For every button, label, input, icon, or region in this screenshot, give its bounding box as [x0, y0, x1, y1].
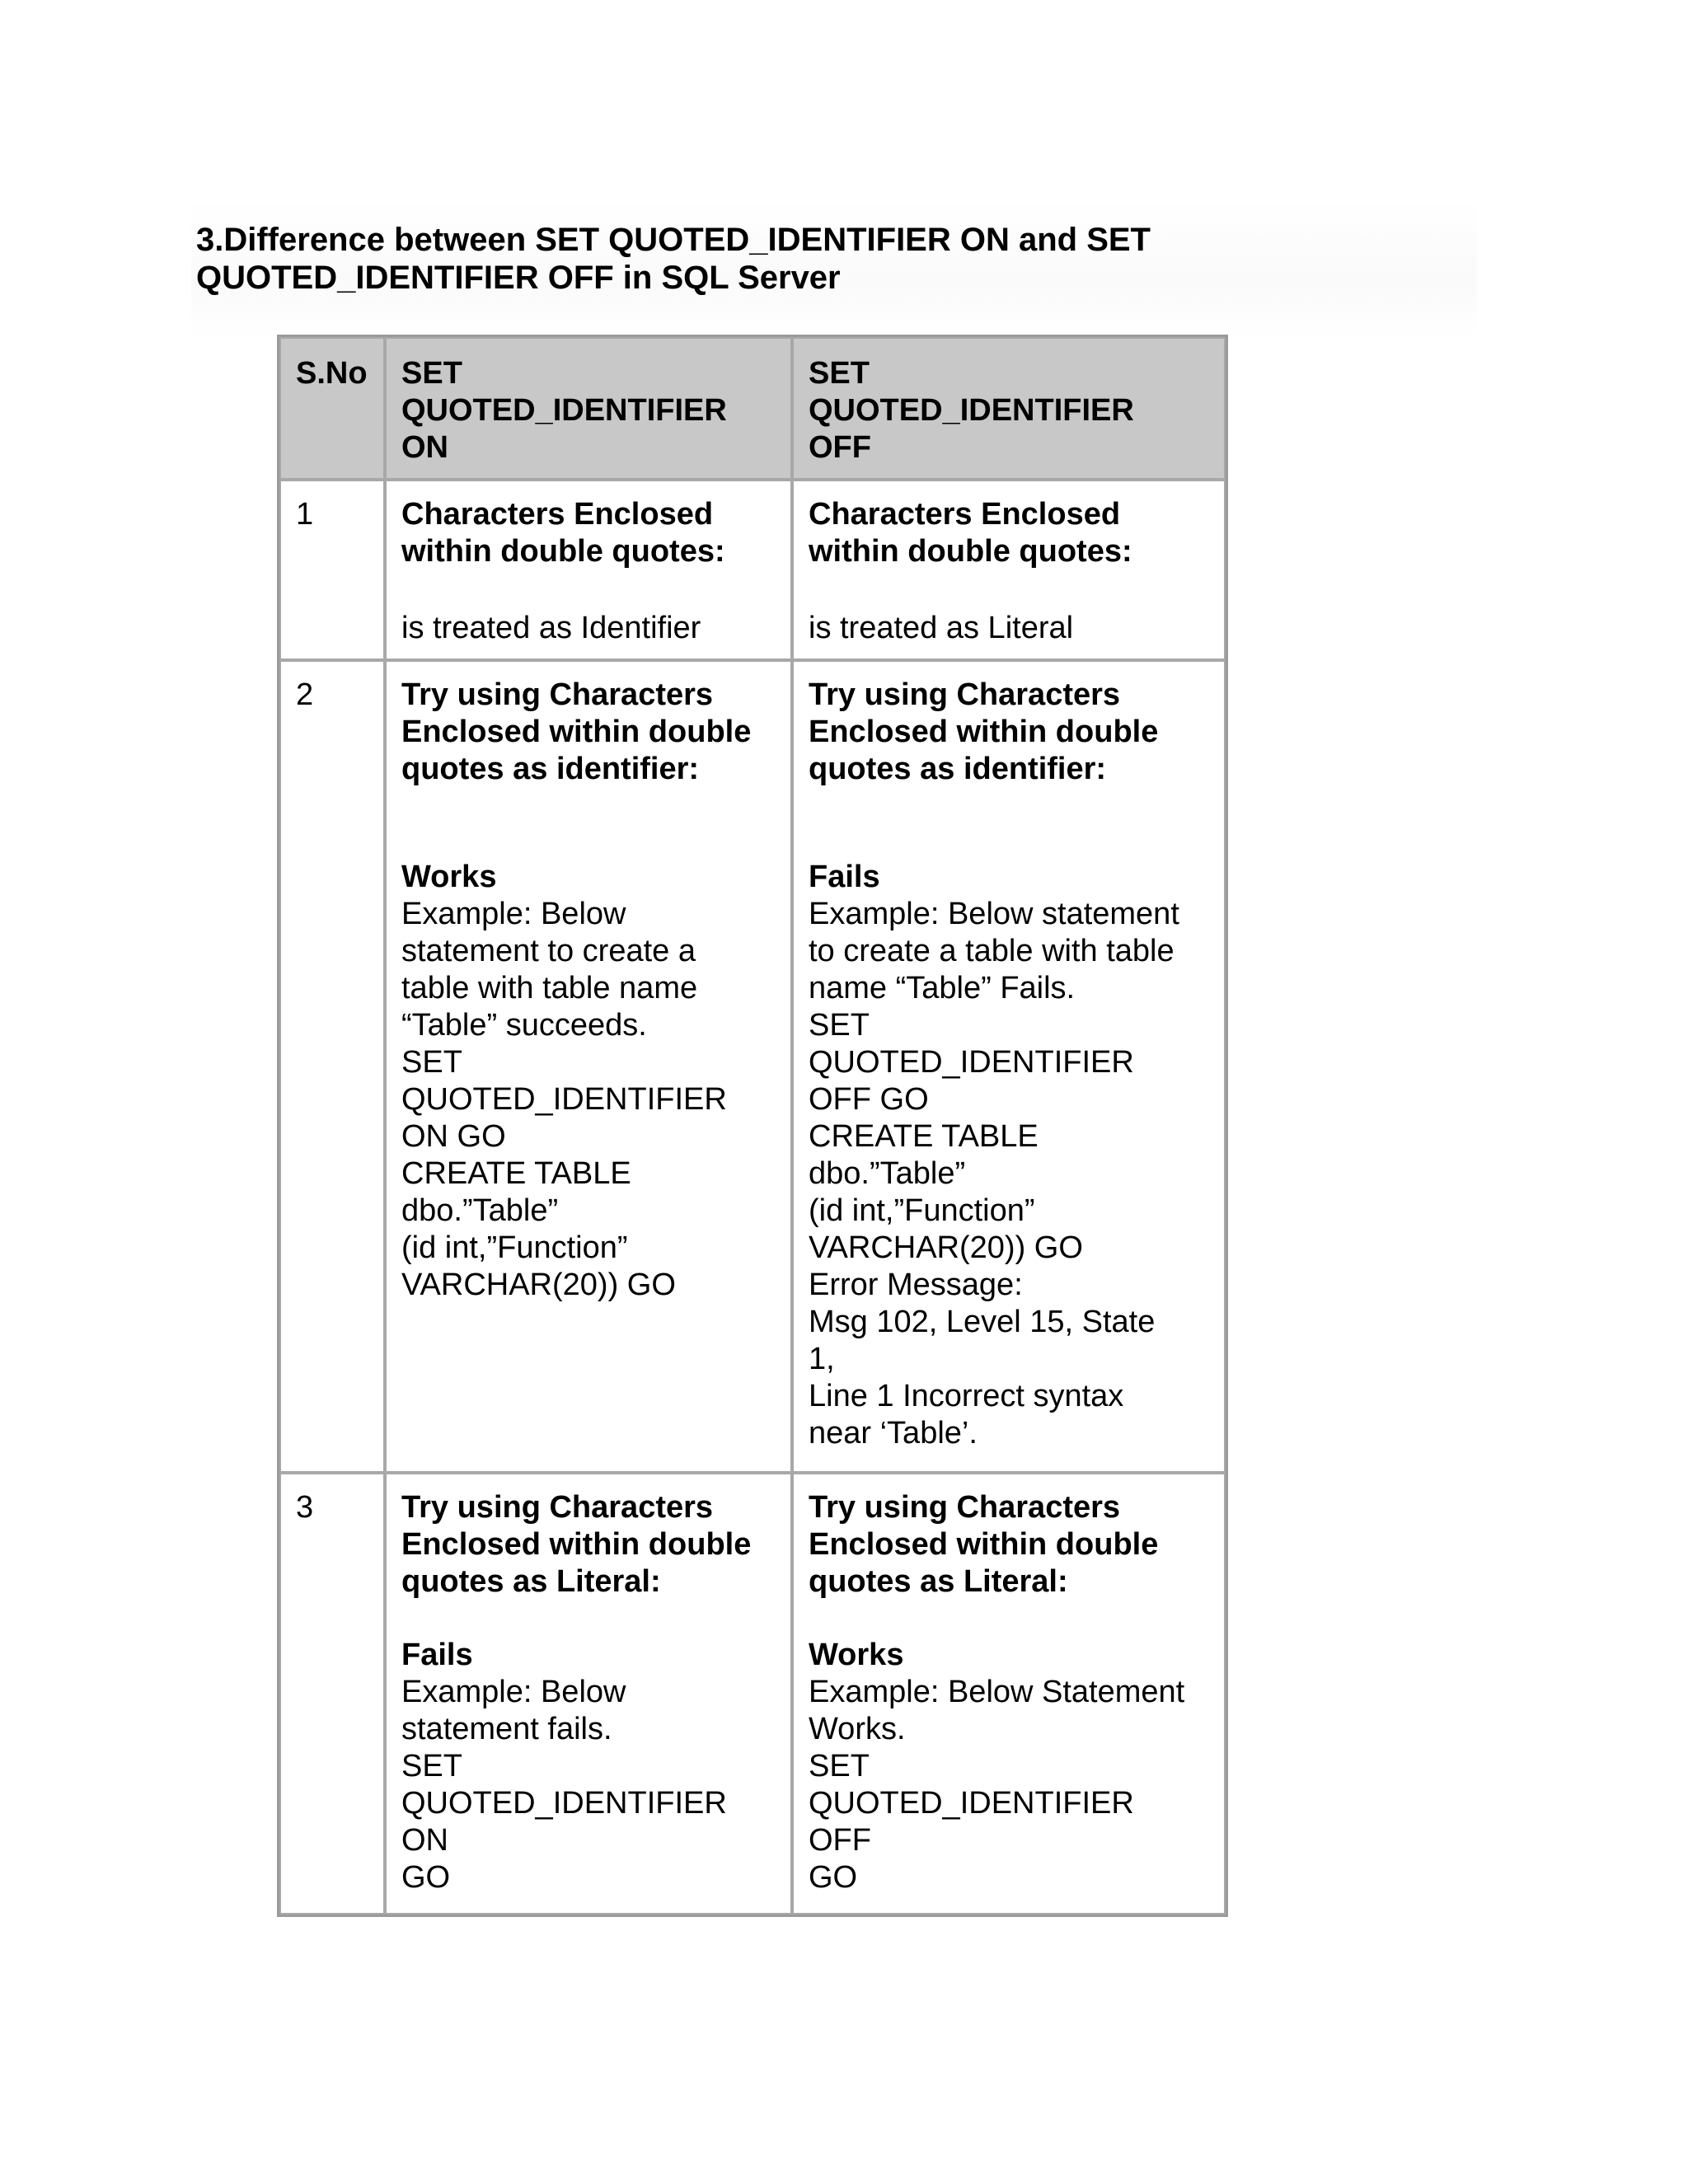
- cell-title: Characters Enclosed within double quotes:: [401, 497, 725, 569]
- cell-title: Try using Characters Enclosed within double quotes as identifier:: [401, 677, 752, 786]
- table-row: [279, 480, 1226, 660]
- cell-text: is treated as Identifier: [401, 611, 701, 645]
- cell-result: Works: [809, 1638, 904, 1672]
- cell-title: Try using Characters Enclosed within double quotes as Literal:: [401, 1490, 752, 1599]
- header-on: SET QUOTED_IDENTIFIER ON: [385, 337, 792, 480]
- cell-text: is treated as Literal: [809, 611, 1074, 645]
- table-header-row: [279, 337, 1226, 480]
- table-row: [279, 1473, 1226, 1915]
- cell-title: Characters Enclosed within double quotes:: [809, 497, 1132, 569]
- cell-result: Fails: [401, 1638, 473, 1672]
- cell-text: Example: Below Statement Works. SET QUOTED_IDENTIFIER OFF GO: [809, 1675, 1185, 1895]
- cell-off: [792, 1473, 1226, 1915]
- cell-text: Example: Below statement to create a table with table name “Table” Fails. SET QUOTED_IDENTIFIER OFF GO CREATE TABLE dbo.”Table” (id int,”Function” VARCHAR(20)) GO Error Message: Msg 102, Level 15, State 1, Line 1 Incorrect syntax near ‘Table’.: [809, 897, 1179, 1451]
- cell-result: Fails: [809, 860, 880, 894]
- page-title: [196, 221, 1482, 297]
- table-row: [279, 660, 1226, 1473]
- header-off: SET QUOTED_IDENTIFIER OFF: [792, 337, 1226, 480]
- cell-sno: 3: [279, 1473, 385, 1915]
- cell-title: Try using Characters Enclosed within double quotes as identifier:: [809, 677, 1159, 786]
- header-sno: S.No: [279, 337, 385, 480]
- cell-sno: 2: [279, 660, 385, 1473]
- cell-text: Example: Below statement to create a table with table name “Table” succeeds. SET QUOTED_IDENTIFIER ON GO CREATE TABLE dbo.”Table” (id int,”Function” VARCHAR(20)) GO: [401, 897, 727, 1302]
- cell-result: Works: [401, 860, 497, 894]
- page-title-line-1: 3.Difference between SET QUOTED_IDENTIFIER ON and SET: [196, 222, 1151, 258]
- cell-on: [385, 480, 792, 660]
- cell-title: Try using Characters Enclosed within double quotes as Literal:: [809, 1490, 1159, 1599]
- cell-off: [792, 660, 1226, 1473]
- cell-on: [385, 1473, 792, 1915]
- cell-sno: 1: [279, 480, 385, 660]
- comparison-table: [277, 335, 1228, 1917]
- page-title-line-2: QUOTED_IDENTIFIER OFF in SQL Server: [196, 260, 841, 296]
- cell-off: [792, 480, 1226, 660]
- cell-text: Example: Below statement fails. SET QUOTED_IDENTIFIER ON GO: [401, 1675, 727, 1895]
- cell-on: [385, 660, 792, 1473]
